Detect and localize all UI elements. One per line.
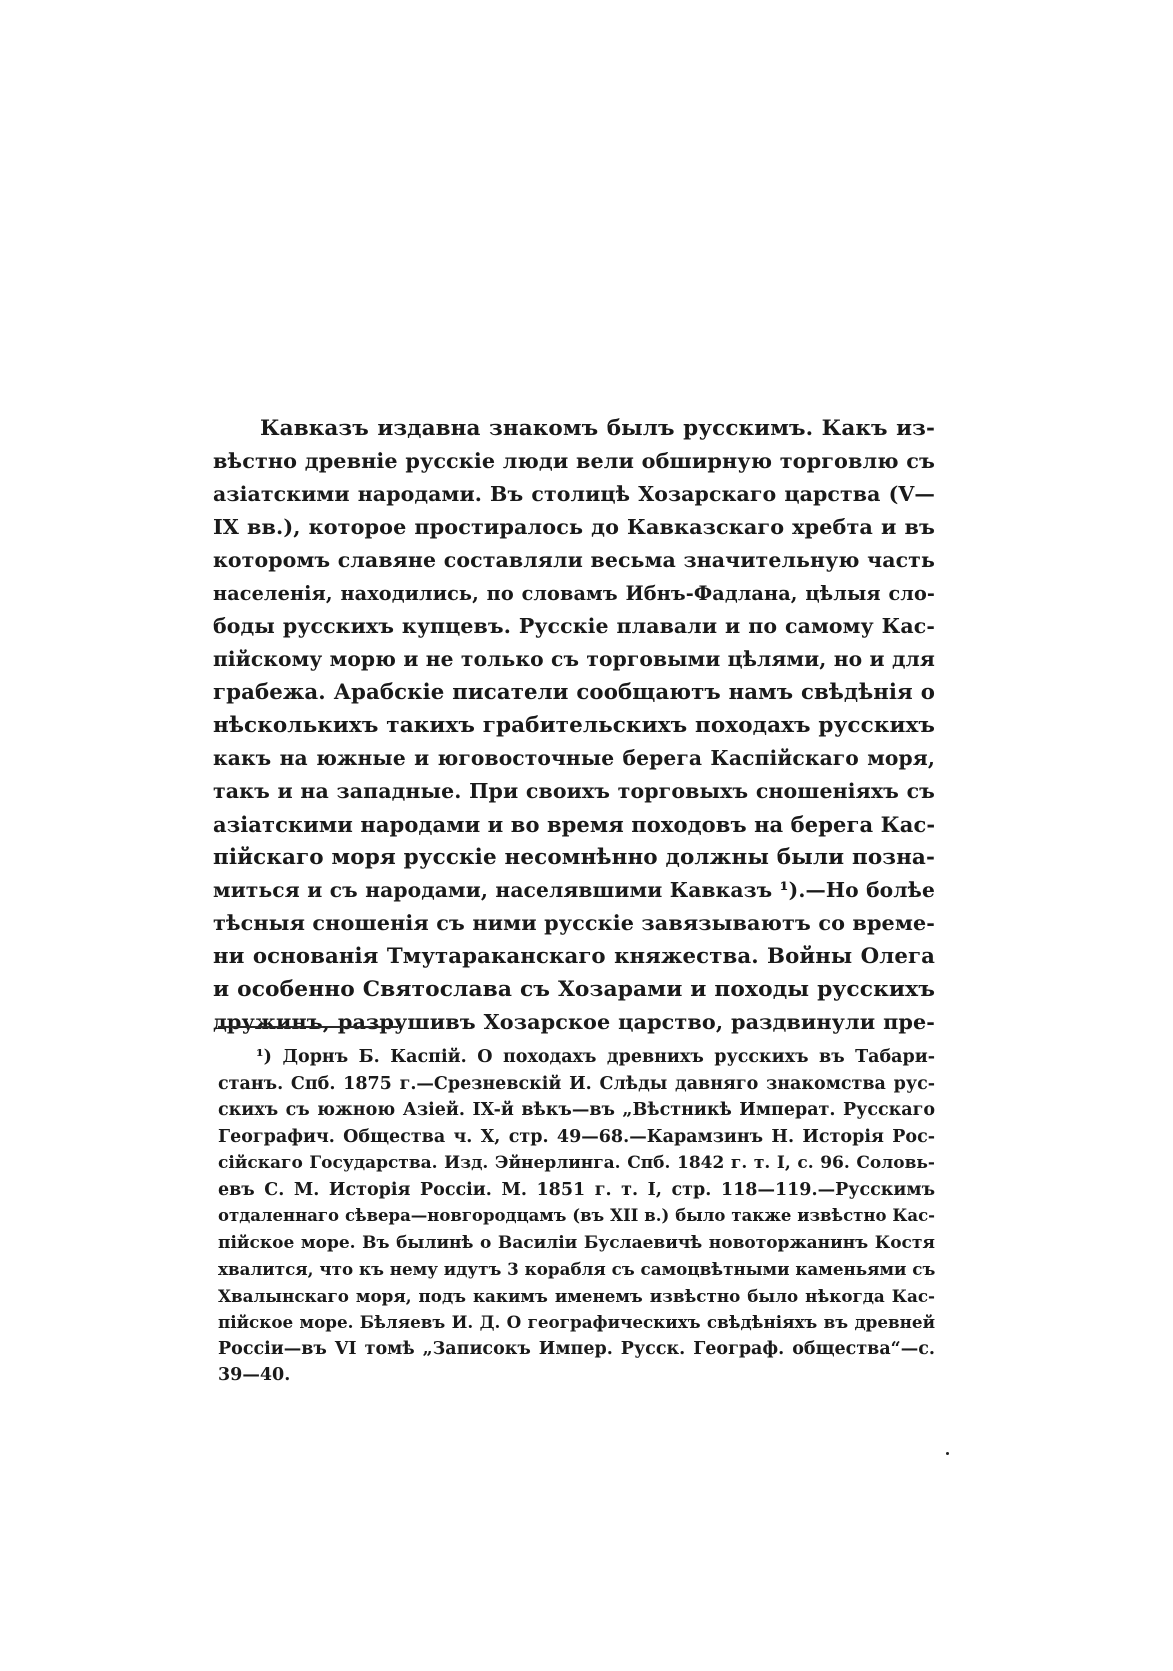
text-line: и особенно Святослава съ Хозарами и походы русскихъ [213, 977, 935, 1002]
text-line: миться и съ народами, населявшими Кавказъ ¹).—Но болѣе [213, 878, 935, 902]
text-line: пійскому морю и не только съ торговыми цѣлями, но и для [213, 647, 935, 671]
footnote-line: сійскаго Государства. Изд. Эйнерлинга. Спб. 1842 г. т. I, с. 96. Соловь- [218, 1153, 935, 1173]
text-line: нѣсколькихъ такихъ грабительскихъ походахъ русскихъ [213, 713, 935, 738]
text-line: ни основанія Тмутараканскаго княжества. Войны Олега [213, 944, 935, 969]
text-line: такъ и на западные. При своихъ торговыхъ сношеніяхъ съ [213, 779, 935, 803]
text-line: боды русскихъ купцевъ. Русскіе плавали и по самому Кас- [213, 614, 935, 638]
text-line: населенія, находились, по словамъ Ибнъ-Фадлана, цѣлыя сло- [213, 582, 935, 605]
footnote-line: отдаленнаго сѣвера—новгородцамъ (въ XII в.) было также извѣстно Кас- [218, 1206, 935, 1225]
footnote-divider [218, 1026, 398, 1028]
text-line: которомъ славяне составляли весьма значительную часть [213, 548, 935, 572]
text-line: IX вв.), которое простиралось до Кавказскаго хребта и въ [213, 515, 935, 539]
text-line: грабежа. Арабскіе писатели сообщаютъ намъ свѣдѣнія о [213, 680, 935, 705]
text-line: дружинъ, разрушивъ Хозарское царство, раздвинули пре- [213, 1010, 935, 1034]
footnote-line: пійское море. Въ былинѣ о Василіи Буслаевичѣ новоторжанинъ Костя [218, 1232, 935, 1253]
footnote-line: хвалится, что къ нему идутъ 3 корабля съ самоцвѣтными каменьями съ [218, 1259, 936, 1279]
footnote-line: Хвалынскаго моря, подъ какимъ именемъ извѣстно было нѣкогда Кас- [218, 1285, 935, 1306]
footnote-line: евъ С. М. Исторія Россіи. М. 1851 г. т. I, стр. 118—119.—Русскимъ [218, 1179, 935, 1200]
main-paragraph [213, 412, 935, 1039]
text-line: вѣстно древніе русскіе люди вели обширную торговлю съ [213, 449, 935, 473]
text-line: Кавказъ издавна знакомъ былъ русскимъ. Какъ из- [260, 416, 935, 441]
text-line: тѣсныя сношенія съ ними русскіе завязываютъ со време- [213, 911, 935, 935]
footnote-line: пійское море. Бѣляевъ И. Д. О географическихъ свѣдѣніяхъ въ древней [218, 1312, 935, 1332]
scan-speck [946, 1452, 949, 1455]
footnote-line: Россіи—въ VI томѣ „Записокъ Импер. Русск. Географ. общества“—с. [218, 1338, 935, 1359]
text-line: азіатскими народами. Въ столицѣ Хозарскаго царства (V— [213, 482, 935, 506]
text-line: какъ на южные и юговосточные берега Каспійскаго моря, [213, 746, 935, 770]
footnote-line: Географич. Общества ч. X, стр. 49—68.—Карамзинъ Н. Исторія Рос- [218, 1126, 935, 1147]
footnote-line: ¹) Дорнъ Б. Каспій. О походахъ древнихъ русскихъ въ Табари- [256, 1047, 935, 1067]
text-line: азіатскими народами и во время походовъ на берега Кас- [213, 812, 936, 837]
text-line: пійскаго моря русскіе несомнѣнно должны были позна- [213, 845, 935, 870]
footnote-line: скихъ съ южною Азіей. IX-й вѣкъ—въ „Вѣстникѣ Императ. Русскаго [218, 1100, 935, 1120]
footnote [218, 1044, 935, 1389]
footnote-line: 39—40. [218, 1365, 291, 1385]
footnote-line: станъ. Спб. 1875 г.—Срезневскій И. Слѣды давняго знакомства рус- [218, 1073, 935, 1094]
